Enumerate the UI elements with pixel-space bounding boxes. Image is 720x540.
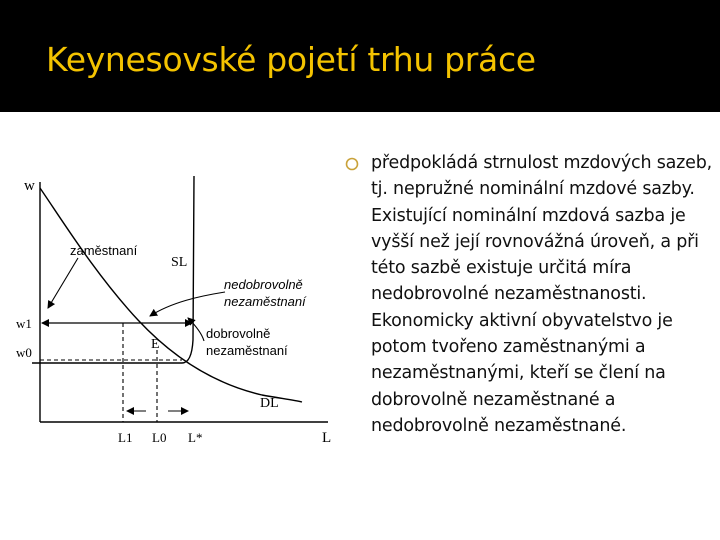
voluntary-arrow xyxy=(188,318,204,341)
axis-x-label: L xyxy=(322,430,332,446)
voluntary-annotation-line2: nezaměstnaní xyxy=(206,343,288,358)
diagram-svg xyxy=(10,160,340,460)
l0-label: L0 xyxy=(152,430,167,445)
employed-annotation: zaměstnaní xyxy=(70,243,138,258)
employed-arrow xyxy=(48,258,78,308)
w0-label: w0 xyxy=(16,345,32,360)
supply-curve-label: SL xyxy=(171,255,188,270)
involuntary-arrow xyxy=(150,292,225,316)
lstar-label: L* xyxy=(188,430,203,445)
w1-label: w1 xyxy=(16,316,32,331)
hollow-circle-bullet-icon xyxy=(344,156,360,172)
axis-y-label: w xyxy=(24,178,35,194)
l1-label: L1 xyxy=(118,430,133,445)
demand-curve-label: DL xyxy=(260,396,279,411)
involuntary-annotation-line1: nedobrovolně xyxy=(224,277,303,292)
bullet-text: předpokládá strnulost mzdových sazeb, tj. nepružné nominální mzdové sazby. Existující nominální mzdová sazba je vyšší než její rovnovážná úroveň, a při této sazbě existuje určitá míra nedobrovolné nezaměstnanosti. Ekonomicky aktivní obyvatelstvo je potom tvořeno zaměstnanými a nezaměstnanými, kteří se člení na dobrovolně nezaměstnané a nedobrovolně nezaměstnané. xyxy=(371,153,712,436)
equilibrium-label: E xyxy=(151,337,160,352)
voluntary-annotation-line1: dobrovolně xyxy=(206,326,271,341)
involuntary-annotation-line2: nezaměstnaní xyxy=(224,294,306,309)
slide-title: Keynesovské pojetí trhu práce xyxy=(46,40,536,79)
title-band xyxy=(0,0,720,112)
labour-market-diagram xyxy=(10,160,340,460)
labour-supply-curve xyxy=(32,176,194,363)
